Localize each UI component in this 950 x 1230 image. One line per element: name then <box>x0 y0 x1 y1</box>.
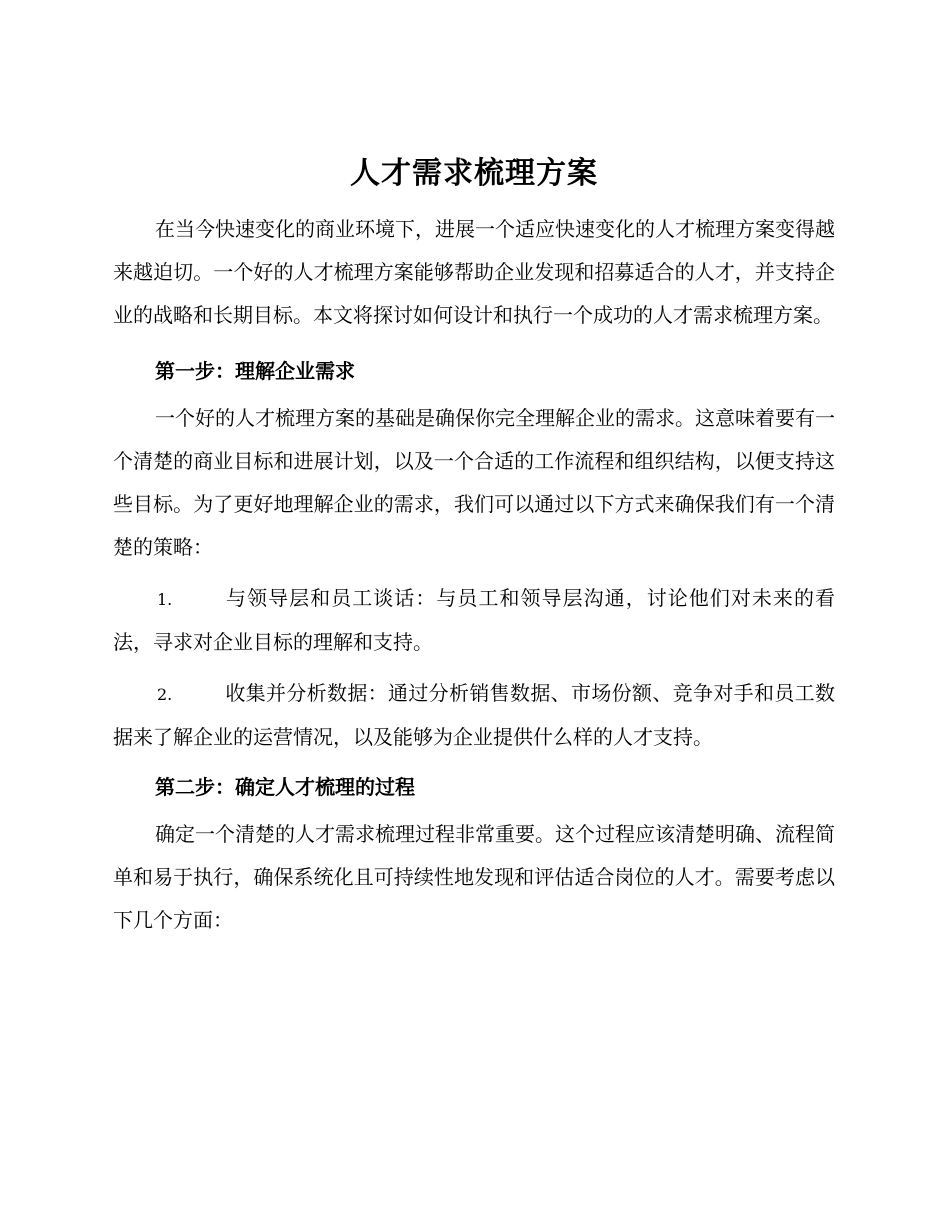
step1-paragraph: 一个好的人才梳理方案的基础是确保你完全理解企业的需求。这意味着要有一个清楚的商业目标和进展计划，以及一个合适的工作流程和组织结构，以便支持这些目标。为了更好地理解企业的需求，我们可以通过以下方式来确保我们有一个清楚的策略： <box>113 406 835 559</box>
list-item <box>113 577 835 664</box>
step1-heading: 第一步：理解企业需求 <box>155 359 355 383</box>
spacer <box>113 337 835 343</box>
intro-paragraph: 在当今快速变化的商业环境下，进展一个适应快速变化的人才梳理方案变得越来越迫切。一个好的人才梳理方案能够帮助企业发现和招募适合的人才，并支持企业的战略和长期目标。本文将探讨如何设计和执行一个成功的人才需求梳理方案。 <box>113 217 835 327</box>
step2-heading: 第二步：确定人才梳理的过程 <box>155 775 415 799</box>
step2-paragraph: 确定一个清楚的人才需求梳理过程非常重要。这个过程应该清楚明确、流程简单和易于执行，确保系统化且可持续性地发现和评估适合岗位的人才。需要考虑以下几个方面： <box>113 822 835 932</box>
list-item-number: 1. <box>157 590 173 609</box>
list-item-text: 与领导层和员工谈话：与员工和领导层沟通，讨论他们对未来的看法，寻求对企业目标的理解和支持。 <box>113 586 835 654</box>
list-item-text: 收集并分析数据：通过分析销售数据、市场份额、竞争对手和员工数据来了解企业的运营情况，以及能够为企业提供什么样的人才支持。 <box>113 681 835 749</box>
document-content <box>113 150 835 942</box>
document-title: 人才需求梳理方案 <box>350 156 598 191</box>
list-item <box>113 672 835 759</box>
list-item-number: 2. <box>157 685 173 704</box>
